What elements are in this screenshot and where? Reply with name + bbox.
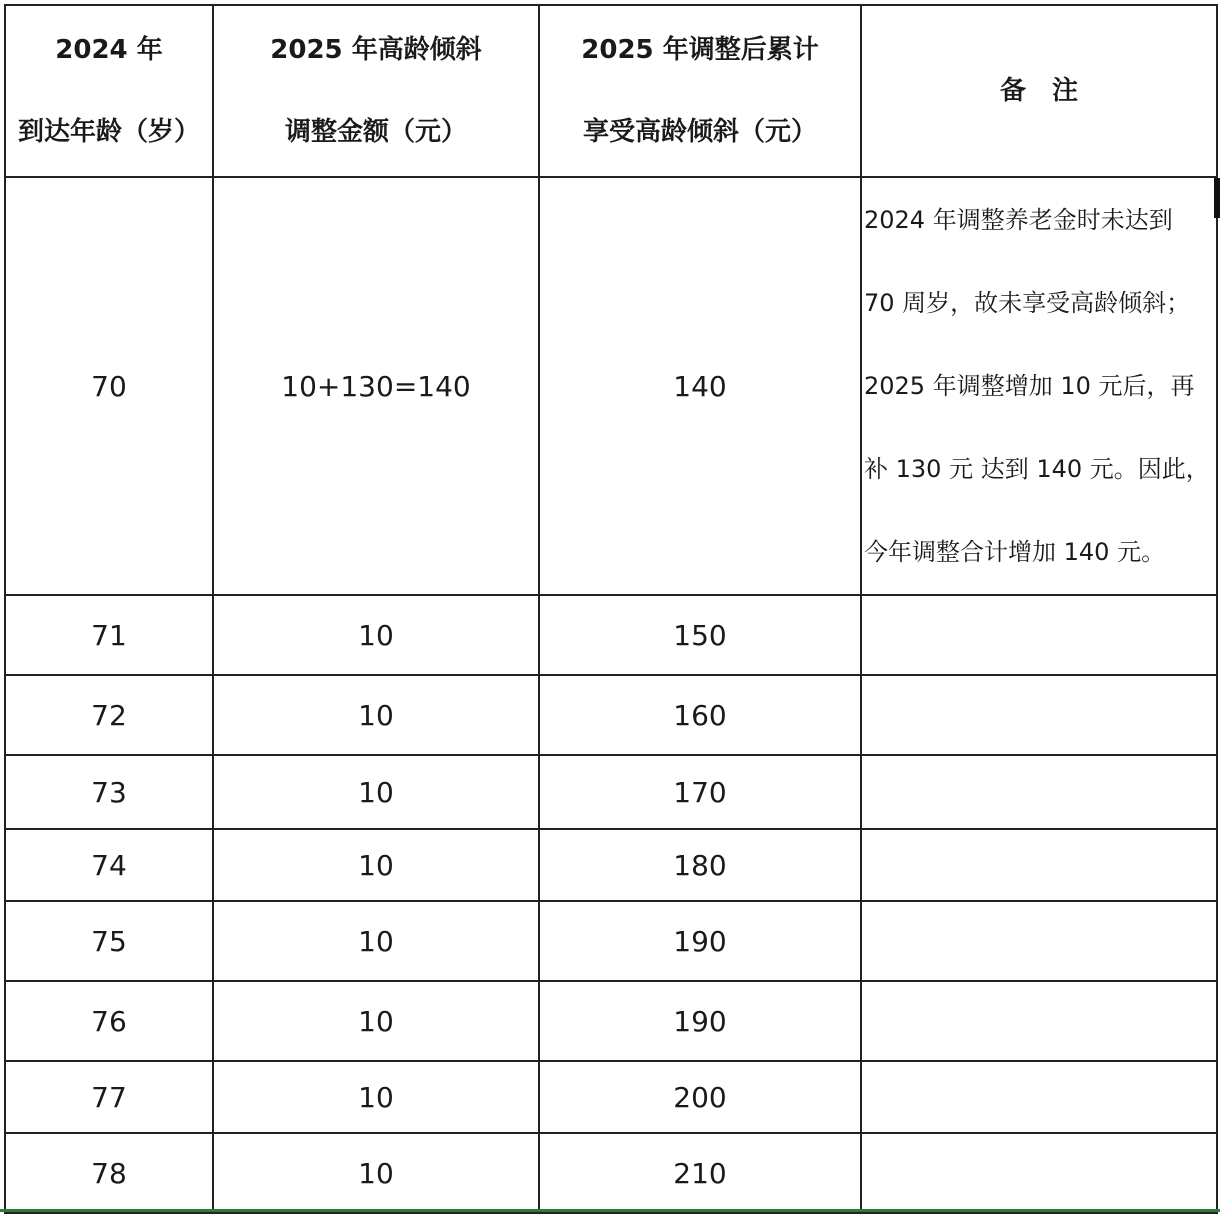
header-row [5,5,1217,177]
age-cell: 70 [5,177,213,595]
table-row [5,829,1217,901]
adjust-cell: 10 [213,595,539,675]
header-total-line2: 享受高龄倾斜（元） [582,117,817,147]
remarks-cell [861,901,1217,981]
table-row [5,755,1217,829]
total-cell: 200 [539,1061,861,1133]
remarks-line: 2025 年调整增加 10 元后，再 [864,371,1195,400]
table-row [5,901,1217,981]
header-adjust-line1: 2025 年高龄倾斜 [270,35,482,65]
remarks-cell [861,1133,1217,1213]
adjust-cell: 10 [213,1061,539,1133]
remarks-cell [861,675,1217,755]
header-total-amount [539,5,861,177]
total-cell: 210 [539,1133,861,1213]
header-adjust-amount [213,5,539,177]
age-cell: 78 [5,1133,213,1213]
total-cell: 190 [539,981,861,1061]
table-row [5,981,1217,1061]
scroll-edge-marker [1214,178,1220,218]
remarks-line: 今年调整合计增加 140 元。 [864,537,1166,566]
total-cell: 170 [539,755,861,829]
table-row [5,1061,1217,1133]
age-cell: 76 [5,981,213,1061]
age-cell: 75 [5,901,213,981]
table-row [5,595,1217,675]
total-cell: 180 [539,829,861,901]
age-cell: 71 [5,595,213,675]
adjust-cell: 10 [213,981,539,1061]
total-cell: 140 [539,177,861,595]
table-row [5,177,1217,595]
adjust-cell: 10+130=140 [213,177,539,595]
table-row [5,1133,1217,1213]
header-total-line1: 2025 年调整后累计 [581,35,819,65]
total-cell: 190 [539,901,861,981]
remarks-line: 2024 年调整养老金时未达到 [864,205,1173,234]
adjust-cell: 10 [213,1133,539,1213]
remarks-cell [861,755,1217,829]
total-cell: 160 [539,675,861,755]
header-age-line1: 2024 年 [55,35,163,65]
age-cell: 72 [5,675,213,755]
header-age-line2: 到达年龄（岁） [17,117,200,147]
header-adjust-line2: 调整金额（元） [284,117,467,147]
header-age [5,5,213,177]
total-cell: 150 [539,595,861,675]
remarks-cell [861,1061,1217,1133]
adjust-cell: 10 [213,675,539,755]
header-remarks-label: 备 注 [999,76,1078,106]
remarks-cell [861,981,1217,1061]
remarks-line: 补 130 元 达到 140 元。因此， [864,454,1210,483]
pension-adjustment-table [4,4,1218,1214]
remarks-line: 70 周岁，故未享受高龄倾斜； [864,288,1191,317]
remarks-cell [861,177,1217,595]
age-cell: 73 [5,755,213,829]
age-cell: 74 [5,829,213,901]
header-remarks [861,5,1217,177]
adjust-cell: 10 [213,755,539,829]
adjust-cell: 10 [213,829,539,901]
age-cell: 77 [5,1061,213,1133]
remarks-cell [861,829,1217,901]
adjust-cell: 10 [213,901,539,981]
table-row [5,675,1217,755]
remarks-cell [861,595,1217,675]
